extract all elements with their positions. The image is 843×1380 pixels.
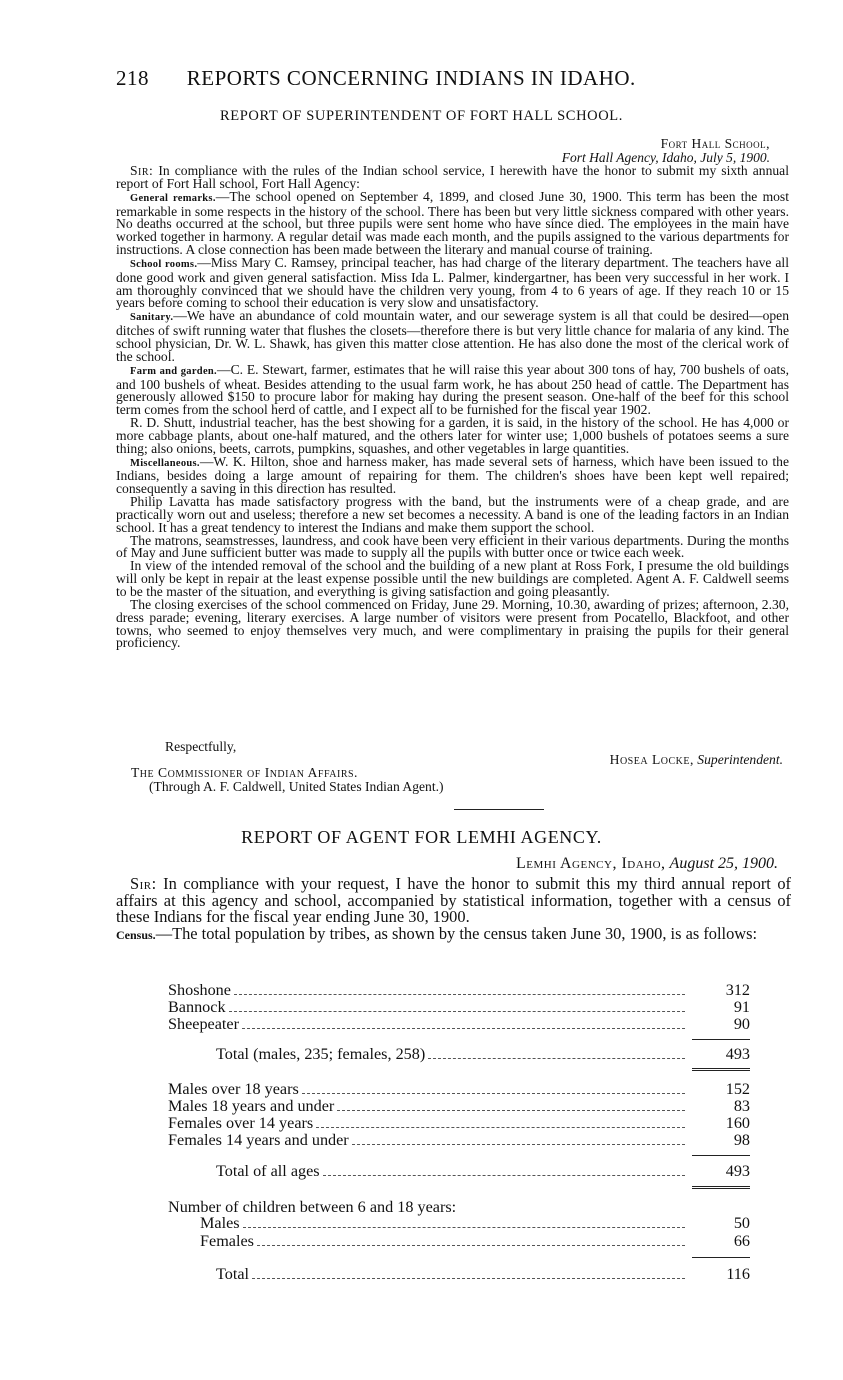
table-row: Males 18 years and under 83 <box>168 1097 750 1115</box>
report1-body <box>116 165 789 650</box>
paragraph: Miscellaneous.—W. K. Hilton, shoe and harness maker, has made several sets of harness, which have been issued to the Indians, besides doing a large amount of repairing for them. The children's shoes have been kept well repaired; consequently a saving in this direction has resulted. <box>116 453 789 497</box>
signature <box>610 752 783 768</box>
table-row: Bannock 91 <box>168 998 750 1016</box>
section-divider <box>454 809 544 810</box>
page-number: 218 <box>116 66 149 90</box>
paragraph: In view of the intended removal of the school and the building of a new plant at Ross Fork, I presume the old buildings will only be kept in repair at the least expense possible until the new buildings are completed. Agent A. F. Caldwell seems to be the master of the situation, and everything is giving satisfaction and going pleasantly. <box>116 558 789 599</box>
running-header <box>116 66 636 91</box>
table-row: Females over 14 years 160 <box>168 1114 750 1132</box>
paragraph: General remarks.—The school opened on September 4, 1899, and closed June 30, 1900. This term has been the most remarkable in some respects in the history of the school. There has been but very little sickness compared with other years. No deaths occurred at the school, but three pupils were sent home who have since died. The employees in the main have worked together in harmony. A regular detail was made each month, and the pupils assigned to the various departments for instructions. A close connection has been made between the literary and manual course of training. <box>116 188 790 258</box>
table-row: Females 66 <box>200 1232 750 1250</box>
paragraph: Farm and garden.—C. E. Stewart, farmer, estimates that he will raise this year about 300 tons of hay, 700 bushels of oats, and 100 bushels of wheat. Besides attending to the usual farm work, he has about 250 head of cattle. The Department has generously allowed $150 to procure labor for making hay during the present season. One-half of the beef for this school term comes from the school herd of cattle, and I expect all to be furnished for the fiscal year 1902. <box>116 361 789 418</box>
report2-dateline <box>516 855 778 873</box>
signer-name: Hosea Locke, <box>609 752 694 767</box>
table-row: Shoshone 312 <box>168 981 750 999</box>
report1-place: Fort Hall School, <box>660 136 770 151</box>
paragraph: R. D. Shutt, industrial teacher, has the best showing for a garden, it is said, in the history of the school. He has 4,000 or more cabbage plants, about one-half matured, and the others later for winter use; 1,000 bushels of potatoes seems a sure thing; also onions, beets, carrots, pumpkins, squashes, and other vegetables in large quantities. <box>116 415 789 456</box>
table-row: Sheepeater 90 <box>168 1015 750 1033</box>
closing: Respectfully, <box>165 739 237 754</box>
running-title: REPORTS CONCERNING INDIANS IN IDAHO. <box>186 66 636 90</box>
report2-body <box>116 876 791 944</box>
total-row: Total (males, 235; females, 258) 493 <box>216 1045 750 1063</box>
total-rule <box>692 1068 750 1071</box>
paragraph: The matrons, seamstresses, laundress, and cook have been very efficient in their various departments. During the months of May and June sufficient butter was made to supply all the pupils with butter once or twice each week. <box>116 532 789 561</box>
report2-intro: Sir: In compliance with your request, I have the honor to submit this my third annual report of affairs at this agency and school, accompanied by statistical information, together with a census of these Indians for the fiscal year ending June 30, 1900. <box>116 874 791 927</box>
paragraph: School rooms.—Miss Mary C. Ramsey, principal teacher, has had charge of the literary department. The teachers have all done good work and given general satisfaction. Miss Ida L. Palmer, kindergartner, has been very successful in her work. I am thoroughly convinced that we should have the children very young, from 4 to 6 years of age. If they reach 10 or 15 years before coming to school their education is very slow and unsatisfactory. <box>116 254 789 311</box>
table-row: Females 14 years and under 98 <box>168 1131 750 1149</box>
children-heading: Number of children between 6 and 18 years: <box>168 1198 457 1216</box>
report2-place: Lemhi Agency, Idaho, <box>516 855 666 872</box>
addressee-block <box>131 766 444 794</box>
report1-intro: Sir: In compliance with the rules of the Indian school service, I herewith have the honor to submit my sixth annual report of Fort Hall school, Fort Hall Agency: <box>116 163 789 191</box>
signer-title: Superintendent. <box>697 752 783 767</box>
total-row: Total 116 <box>216 1265 750 1283</box>
sum-rule <box>692 1155 750 1156</box>
report2-date: August 25, 1900. <box>669 855 778 872</box>
paragraph: Sanitary.—We have an abundance of cold mountain water, and our sewerage system is all that could be desired—open ditches of swift running water that flushes the closets—therefore there is but very little chance for malaria of any kind. The school physician, Dr. W. L. Shawk, has given this matter close attention. He has also done the most of the clerical work of the school. <box>116 308 789 364</box>
report2-title: REPORT OF AGENT FOR LEMHI AGENCY. <box>241 827 602 847</box>
through-line: (Through A. F. Caldwell, United States Indian Agent.) <box>149 779 444 794</box>
table-row: Males 50 <box>200 1214 750 1232</box>
report1-date: Fort Hall Agency, Idaho, July 5, 1900. <box>561 150 770 165</box>
paragraph: The closing exercises of the school commenced on Friday, June 29. Morning, 10.30, awarding of prizes; afternoon, 2.30, dress parade; evening, literary exercises. A large number of visitors were present from Pocatello, Blackfoot, and other towns, who seemed to enjoy themselves very much, and were complimentary in praising the pupils for their general proficiency. <box>116 596 789 651</box>
table-row: Males over 18 years 152 <box>168 1080 750 1098</box>
census-paragraph: Census.—The total population by tribes, as shown by the census taken June 30, 1900, is as follows: <box>116 924 758 944</box>
report1-title: REPORT OF SUPERINTENDENT OF FORT HALL SCHOOL. <box>220 108 623 124</box>
report1-dateline <box>562 137 770 165</box>
sum-rule <box>692 1257 750 1258</box>
total-row: Total of all ages 493 <box>216 1162 750 1180</box>
paragraph: Philip Lavatta has made satisfactory progress with the band, but the instruments were of a cheap grade, and are practically worn out and useless; therefore a new set becomes a necessity. A band is one of the leading factors in an Indian school. It has a great tendency to interest the Indians and make them support the school. <box>116 494 789 535</box>
addressee: The Commissioner of Indian Affairs. <box>131 765 358 780</box>
salutation: Sir: <box>130 163 154 178</box>
sum-rule <box>692 1039 750 1040</box>
total-rule <box>692 1186 750 1189</box>
